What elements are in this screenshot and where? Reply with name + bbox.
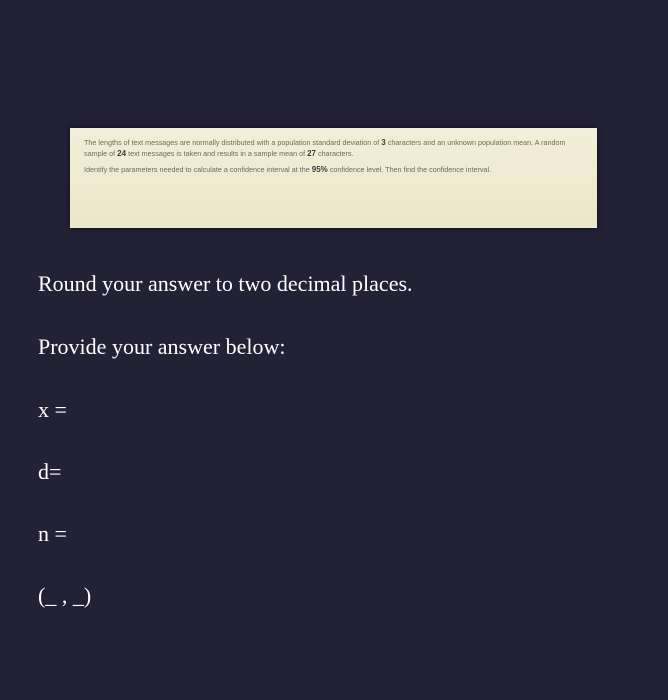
- problem-statement-image: [70, 128, 597, 228]
- instruction-paragraph: [84, 165, 585, 176]
- problem-text: characters.: [317, 148, 354, 158]
- confidence-interval-label: (_ , _): [38, 583, 92, 608]
- n-answer-label: n =: [38, 521, 67, 546]
- problem-text: characters and an unknown population mean. A random sample of: [84, 138, 566, 158]
- sigma-value: 3: [381, 138, 386, 147]
- instruction-text: confidence level. Then find the confidence interval.: [329, 165, 492, 174]
- round-instruction: Round your answer to two decimal places.: [38, 271, 413, 296]
- x-answer-label: x =: [38, 397, 67, 422]
- sample-mean-value: 27: [307, 148, 316, 158]
- problem-text: text messages is taken and results in a sample mean of: [128, 148, 306, 158]
- d-answer-label: d=: [38, 459, 62, 484]
- confidence-value: 95%: [311, 165, 328, 174]
- problem-paragraph: [84, 138, 585, 159]
- instruction-text: Identify the parameters needed to calculate a confidence interval at the: [84, 165, 310, 174]
- problem-text: The lengths of text messages are normally distributed with a population standard deviation of: [84, 138, 380, 147]
- sample-size-value: 24: [117, 148, 127, 158]
- provide-answer-heading: Provide your answer below:: [38, 334, 286, 359]
